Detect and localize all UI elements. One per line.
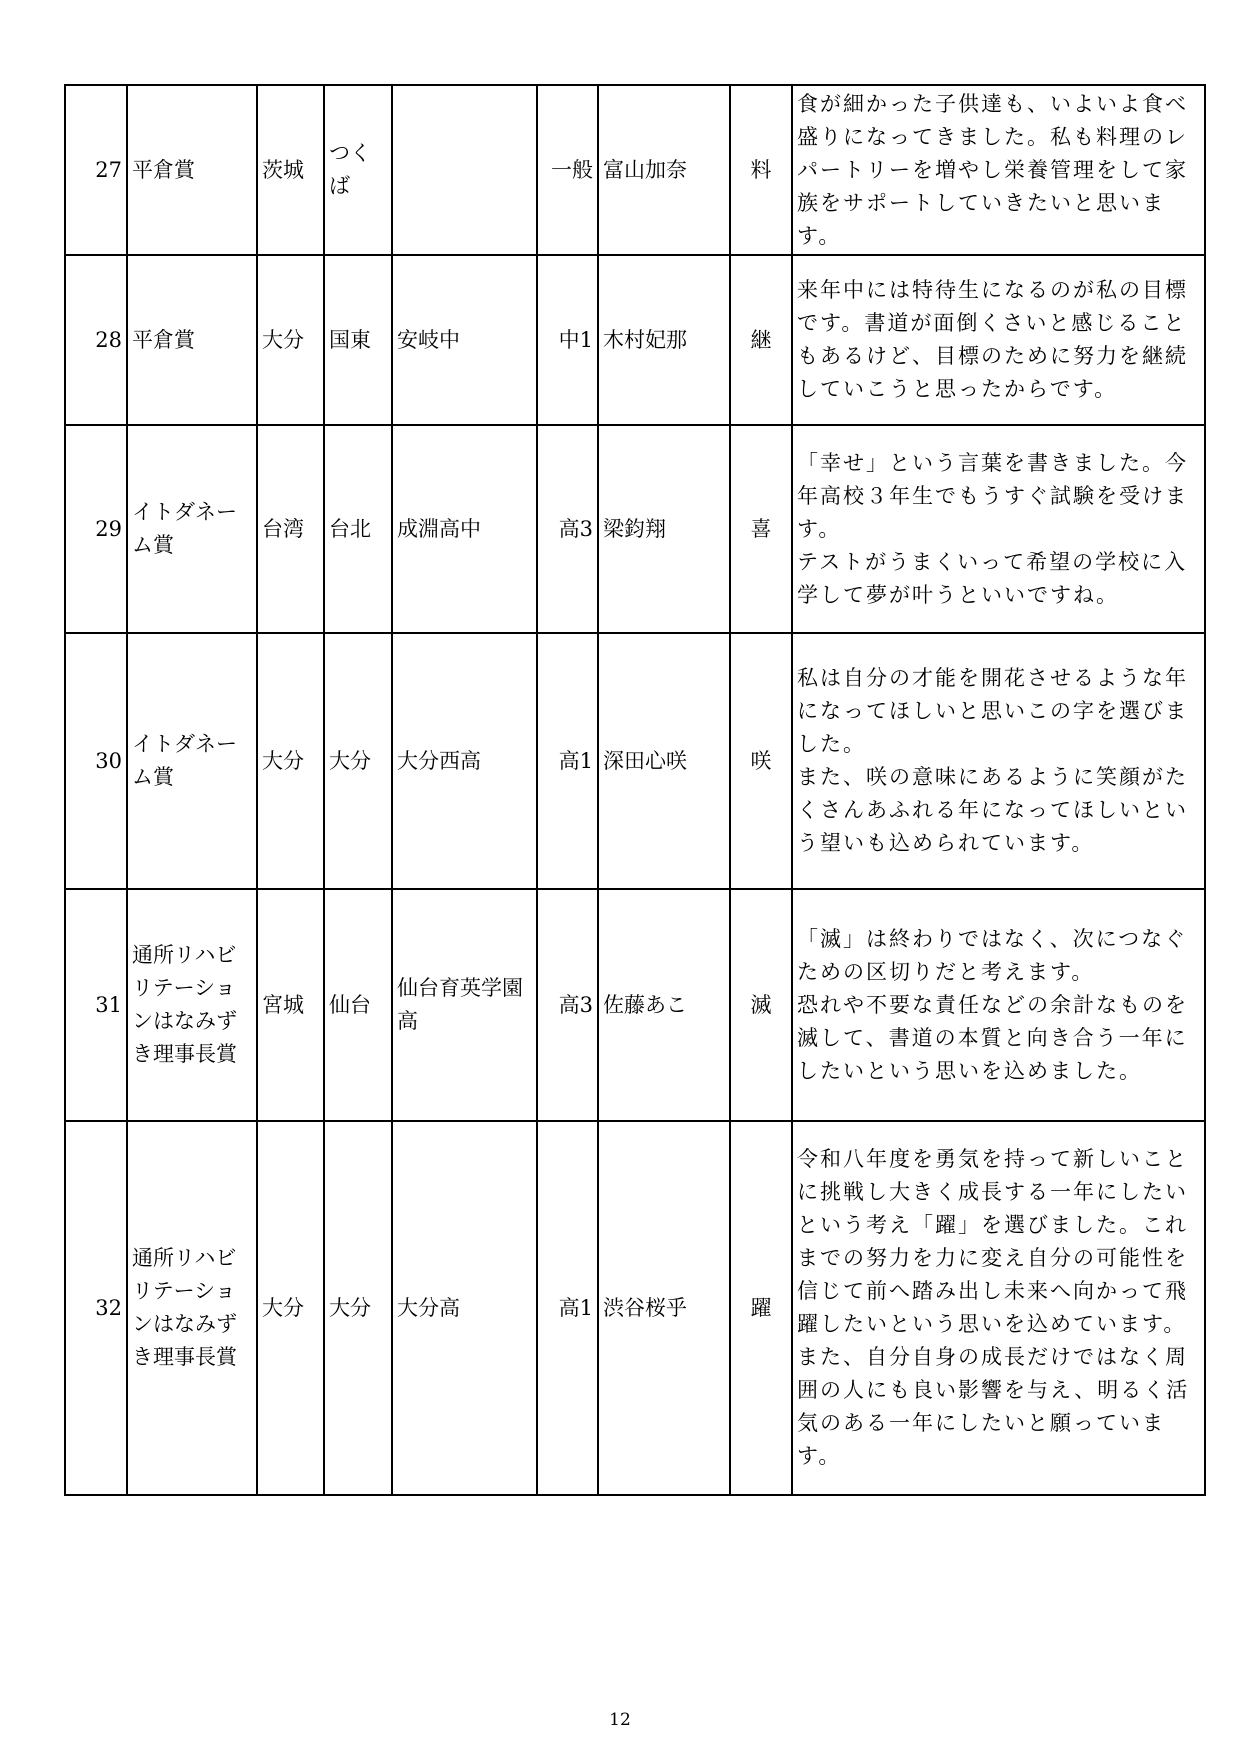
school-name: 安岐中 (392, 255, 537, 425)
school-name: 仙台育英学園高 (392, 889, 537, 1121)
student-name: 木村妃那 (598, 255, 730, 425)
chosen-character: 咲 (730, 633, 792, 889)
student-name: 梁鈞翔 (598, 425, 730, 633)
entry-number: 29 (65, 425, 127, 633)
table-row (65, 1121, 1205, 1495)
grade: 高1 (537, 1121, 598, 1495)
comment (792, 1121, 1205, 1495)
comment-line: 来年中には特待生になるのが私の目標です。書道が面倒くさいと感じることもあるけど、目標のために努力を継続していこうと思ったからです。 (797, 278, 1188, 401)
award-name: 通所リハビリテーションはなみずき理事長賞 (127, 889, 257, 1121)
entry-number: 31 (65, 889, 127, 1121)
prefecture: 大分 (257, 1121, 324, 1495)
chosen-character: 躍 (730, 1121, 792, 1495)
award-name: 通所リハビリテーションはなみずき理事長賞 (127, 1121, 257, 1495)
comment (792, 255, 1205, 425)
school-name (392, 85, 537, 255)
table-row (65, 889, 1205, 1121)
chosen-character: 料 (730, 85, 792, 255)
comment-line: 恐れや不要な責任などの余計なものを滅して、書道の本質と向き合う一年にしたいという思いを込めました。 (797, 992, 1188, 1083)
comment-line: また、咲の意味にあるように笑顔がたくさんあふれる年になってほしいという望いも込められています。 (797, 765, 1188, 855)
city: 国東 (324, 255, 392, 425)
comment-line: テストがうまくいって希望の学校に入学して夢が叶うといいですね。 (797, 549, 1188, 607)
student-name: 佐藤あこ (598, 889, 730, 1121)
table-row (65, 255, 1205, 425)
comment (792, 889, 1205, 1121)
table-row (65, 633, 1205, 889)
comment-line: 令和八年度を勇気を持って新しいことに挑戦し大きく成長する一年にしたいという考え「躍」を選びました。これまでの努力を力に変え自分の可能性を信じて前へ踏み出し未来へ向かって飛躍したいという思いを込めています。また、自分自身の成長だけではなく周囲の人にも良い影響を与え、明るく活気のある一年にしたいと願っています。 (797, 1147, 1190, 1468)
entry-number: 27 (65, 85, 127, 255)
chosen-character: 滅 (730, 889, 792, 1121)
prefecture: 大分 (257, 633, 324, 889)
table-row (65, 425, 1205, 633)
prefecture: 茨城 (257, 85, 324, 255)
award-name: イトダネーム賞 (127, 633, 257, 889)
prefecture: 台湾 (257, 425, 324, 633)
student-name: 富山加奈 (598, 85, 730, 255)
entry-number: 32 (65, 1121, 127, 1495)
award-name: 平倉賞 (127, 85, 257, 255)
grade: 高3 (537, 889, 598, 1121)
city: 大分 (324, 1121, 392, 1495)
chosen-character: 継 (730, 255, 792, 425)
city: つくば (324, 85, 392, 255)
school-name: 大分西高 (392, 633, 537, 889)
grade: 中1 (537, 255, 598, 425)
comment-line: 「幸せ」という言葉を書きました。今年高校３年生でもうすぐ試験を受けます。 (797, 450, 1188, 541)
student-name: 渋谷桜乎 (598, 1121, 730, 1495)
city: 仙台 (324, 889, 392, 1121)
comment-line: 食が細かった子供達も、いよいよ食べ盛りになってきました。私も料理のレパートリーを増やし栄養管理をして家族をサポートしていきたいと思います。 (797, 91, 1188, 248)
city: 大分 (324, 633, 392, 889)
student-name: 深田心咲 (598, 633, 730, 889)
prefecture: 宮城 (257, 889, 324, 1121)
grade: 高1 (537, 633, 598, 889)
city: 台北 (324, 425, 392, 633)
award-name: 平倉賞 (127, 255, 257, 425)
comment (792, 633, 1205, 889)
school-name: 大分高 (392, 1121, 537, 1495)
comment (792, 425, 1205, 633)
table-row (65, 85, 1205, 255)
grade: 高3 (537, 425, 598, 633)
awards-table (64, 84, 1206, 1496)
comment-line: 私は自分の才能を開花させるような年になってほしいと思いこの字を選びました。 (797, 666, 1188, 756)
comment-line: 「滅」は終わりではなく、次につなぐための区切りだと考えます。 (797, 926, 1188, 984)
comment (792, 85, 1205, 255)
page-number: 12 (609, 1710, 631, 1730)
grade: 一般 (537, 85, 598, 255)
school-name: 成淵高中 (392, 425, 537, 633)
entry-number: 28 (65, 255, 127, 425)
prefecture: 大分 (257, 255, 324, 425)
chosen-character: 喜 (730, 425, 792, 633)
entry-number: 30 (65, 633, 127, 889)
award-name: イトダネーム賞 (127, 425, 257, 633)
